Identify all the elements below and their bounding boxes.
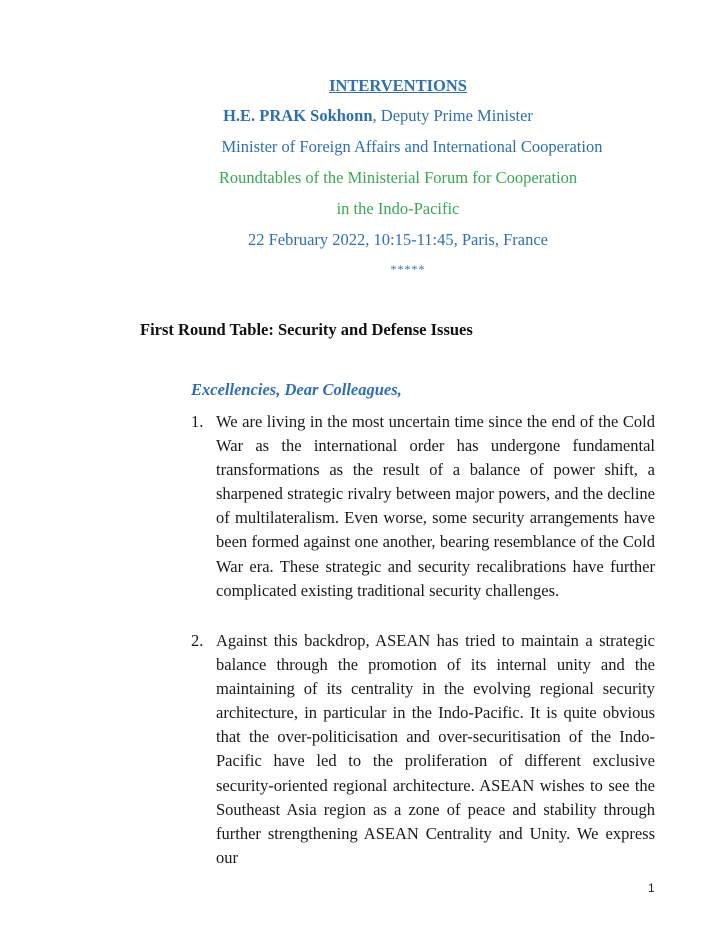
document-title: INTERVENTIONS <box>329 76 467 95</box>
event-date-place: 22 February 2022, 10:15-11:45, Paris, France <box>247 230 548 249</box>
event-line-1: Roundtables of the Ministerial Forum for Cooperation <box>218 168 578 187</box>
paragraph <box>191 629 655 870</box>
page-number: 1 <box>648 881 655 895</box>
paragraph-text: We are living in the most uncertain time since the end of the Cold War as the international order has undergone fundamental transformations as the result of a balance of power shift, a sharpened strategic rivalry between major powers, and the decline of multilateralism. Even worse, some security arrangements have been formed against one another, bearing resemblance of the Cold War era. These strategic and security recalibrations have further complicated existing traditional security challenges. <box>216 412 655 600</box>
salutation: Excellencies, Dear Colleagues, <box>191 380 402 399</box>
event-line-2: in the Indo-Pacific <box>336 199 460 218</box>
paragraph <box>191 410 655 603</box>
speaker-line <box>18 106 720 126</box>
paragraph-number: 2. <box>191 631 204 650</box>
paragraph-text: Against this backdrop, ASEAN has tried to maintain a strategic balance through the promotion of its internal unity and the maintaining of its centrality in the evolving regional security architecture, in particular in the Indo-Pacific. It is quite obvious that the over-politicisation and over-securitisation of the Indo-Pacific have led to the proliferation of different exclusive security-oriented regional architecture. ASEAN wishes to see the Southeast Asia region as a zone of peace and stability through further strengthening ASEAN Centrality and Unity. We express our <box>216 631 655 867</box>
speaker-role: , Deputy Prime Minister <box>372 106 533 125</box>
speaker-ministry: Minister of Foreign Affairs and International Cooperation <box>221 137 603 156</box>
speaker-name: H.E. PRAK Sokhonn <box>223 106 373 125</box>
separator: ***** <box>390 262 426 276</box>
section-title: First Round Table: Security and Defense Issues <box>140 320 473 339</box>
paragraph-number: 1. <box>191 412 204 431</box>
